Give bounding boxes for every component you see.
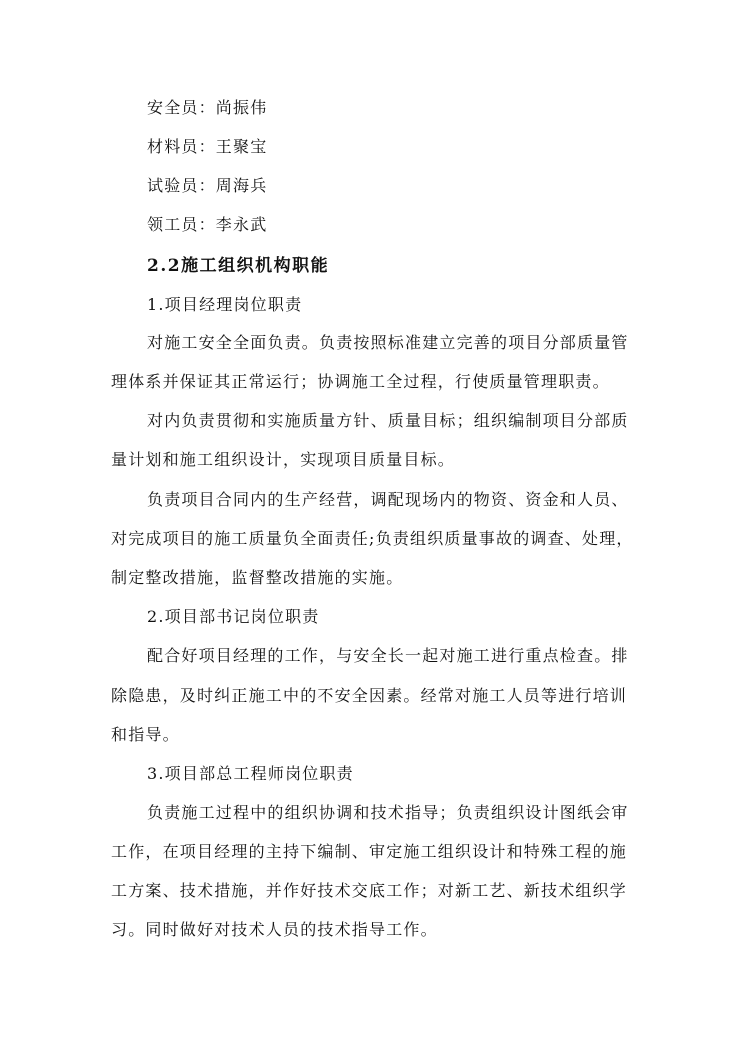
paragraph-line: 量计划和施工组织设计，实现项目质量目标。 (111, 450, 456, 469)
paragraph-line: 习。同时做好对技术人员的技术指导工作。 (111, 920, 438, 939)
paragraph-line: 负责项目合同内的生产经营，调配现场内的物资、资金和人员、 (147, 490, 629, 509)
subsection-title-chief-engineer: 3.项目部总工程师岗位职责 (147, 764, 354, 783)
staff-test-officer: 试验员：周海兵 (147, 176, 268, 195)
paragraph-line: 和指导。 (111, 725, 180, 744)
paragraph-line: 对施工安全全面负责。负责按照标准建立完善的项目分部质量管 (147, 333, 629, 352)
paragraph-line: 对完成项目的施工质量负全面责任;负责组织质量事故的调查、处理， (111, 529, 634, 548)
staff-materials-officer: 材料员：王聚宝 (147, 137, 268, 156)
paragraph-line: 对内负责贯彻和实施质量方针、质量目标；组织编制项目分部质 (147, 411, 629, 430)
subsection-title-project-manager: 1.项目经理岗位职责 (147, 295, 303, 314)
staff-safety-officer: 安全员：尚振伟 (147, 98, 268, 117)
paragraph-line: 工作，在项目经理的主持下编制、审定施工组织设计和特殊工程的施 (111, 842, 628, 861)
paragraph-line: 制定整改措施，监督整改措施的实施。 (111, 568, 404, 587)
subsection-title-party-secretary: 2.项目部书记岗位职责 (147, 607, 320, 626)
paragraph-line: 工方案、技术措施，并作好技术交底工作；对新工艺、新技术组织学 (111, 881, 628, 900)
paragraph-line: 理体系并保证其正常运行；协调施工全过程，行使质量管理职责。 (111, 372, 610, 391)
staff-foreman: 领工员：李永武 (147, 215, 268, 234)
paragraph-line: 负责施工过程中的组织协调和技术指导；负责组织设计图纸会审 (147, 803, 629, 822)
paragraph-line: 配合好项目经理的工作，与安全长一起对施工进行重点检查。排 (147, 646, 629, 665)
paragraph-line: 除隐患，及时纠正施工中的不安全因素。经常对施工人员等进行培训 (111, 686, 628, 705)
section-heading: 2.2施工组织机构职能 (147, 256, 330, 276)
